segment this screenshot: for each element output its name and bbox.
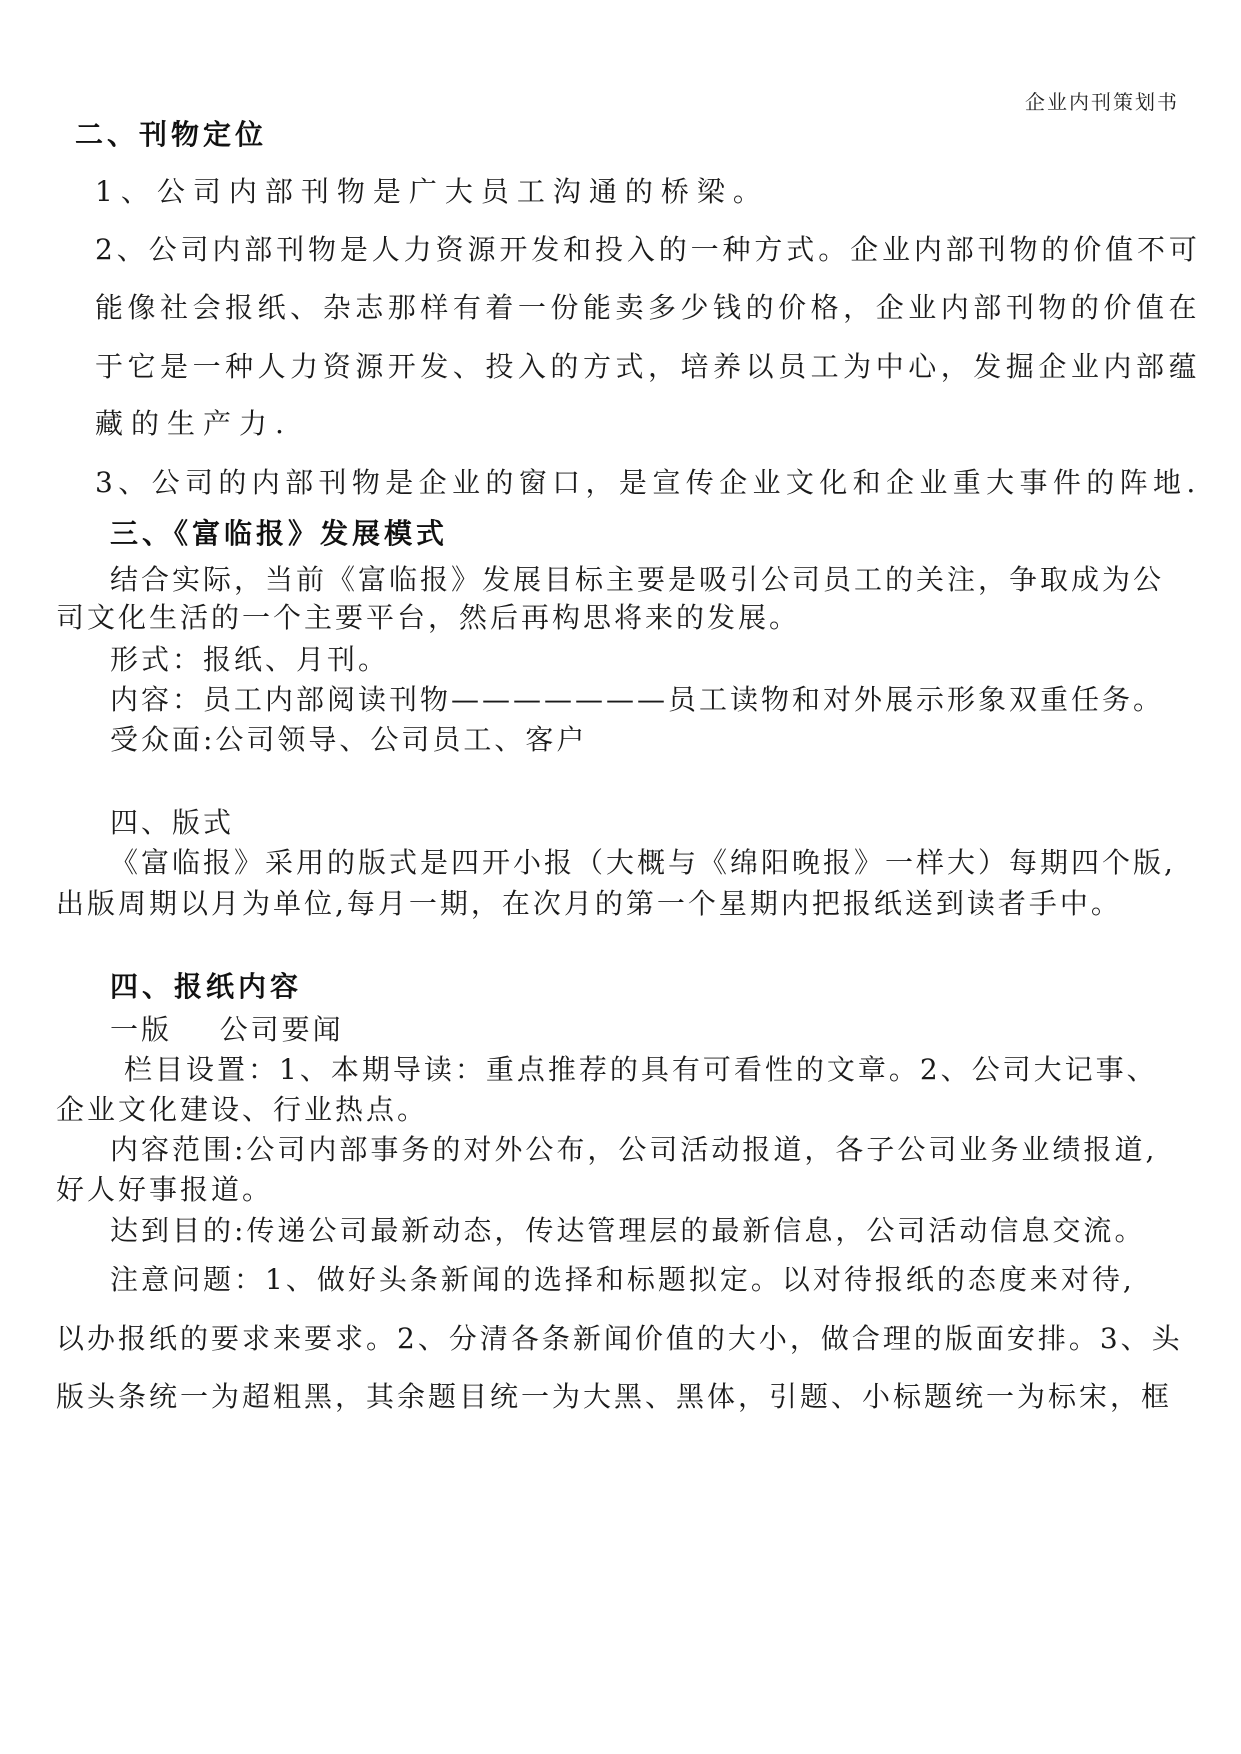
- paragraph-line: 好人好事报道。: [56, 1173, 274, 1206]
- section-heading-layout: 四、版式: [110, 806, 235, 839]
- paragraph-line: 能像社会报纸、杂志那样有着一份能卖多少钱的价格，企业内部刊物的价值在: [95, 291, 1202, 324]
- section-heading-development: 三、《富临报》发展模式: [110, 517, 449, 550]
- paragraph-line: 栏目设置：1、本期导读：重点推荐的具有可看性的文章。2、公司大记事、: [124, 1053, 1158, 1086]
- paragraph-line: 结合实际，当前《富临报》发展目标主要是吸引公司员工的关注，争取成为公: [110, 563, 1165, 596]
- paragraph-line: 一版 公司要闻: [110, 1013, 344, 1046]
- paragraph-line: 1、公司内部刊物是广大员工沟通的桥梁。: [95, 175, 769, 208]
- paragraph-line: 版头条统一为超粗黑，其余题目统一为大黑、黑体，引题、小标题统一为标宋，框: [56, 1380, 1173, 1413]
- paragraph-line: 受众面:公司领导、公司员工、客户: [110, 723, 588, 756]
- paragraph-line: 于它是一种人力资源开发、投入的方式，培养以员工为中心，发掘企业内部蕴: [95, 350, 1202, 383]
- paragraph-line: 2、公司内部刊物是人力资源开发和投入的一种方式。企业内部刊物的价值不可: [95, 233, 1201, 266]
- paragraph-line: 出版周期以月为单位,每月一期，在次月的第一个星期内把报纸送到读者手中。: [56, 887, 1122, 920]
- paragraph-line: 3、公司的内部刊物是企业的窗口，是宣传企业文化和企业重大事件的阵地.: [95, 466, 1201, 499]
- paragraph-line: 内容范围:公司内部事务的对外公布，公司活动报道，各子公司业务业绩报道,: [110, 1133, 1158, 1166]
- paragraph-line: 司文化生活的一个主要平台，然后再构思将来的发展。: [56, 601, 801, 634]
- paragraph-line: 企业文化建设、行业热点。: [56, 1093, 429, 1126]
- paragraph-line: 藏的生产力.: [95, 407, 292, 440]
- paragraph-line: 注意问题：1、做好头条新闻的选择和标题拟定。以对待报纸的态度来对待,: [110, 1263, 1135, 1296]
- document-header: 企业内刊策划书: [1025, 90, 1179, 114]
- paragraph-line: 形式：报纸、月刊。: [110, 643, 390, 676]
- section-heading-positioning: 二、刊物定位: [75, 118, 268, 151]
- paragraph-line: 达到目的:传递公司最新动态，传达管理层的最新信息，公司活动信息交流。: [110, 1214, 1146, 1247]
- paragraph-line: 《富临报》采用的版式是四开小报（大概与《绵阳晚报》一样大）每期四个版,: [110, 846, 1176, 879]
- section-heading-content: 四、报纸内容: [110, 970, 303, 1003]
- paragraph-line: 内容：员工内部阅读刊物———————员工读物和对外展示形象双重任务。: [110, 683, 1165, 716]
- paragraph-line: 以办报纸的要求来要求。2、分清各条新闻价值的大小，做合理的版面安排。3、头: [56, 1322, 1183, 1355]
